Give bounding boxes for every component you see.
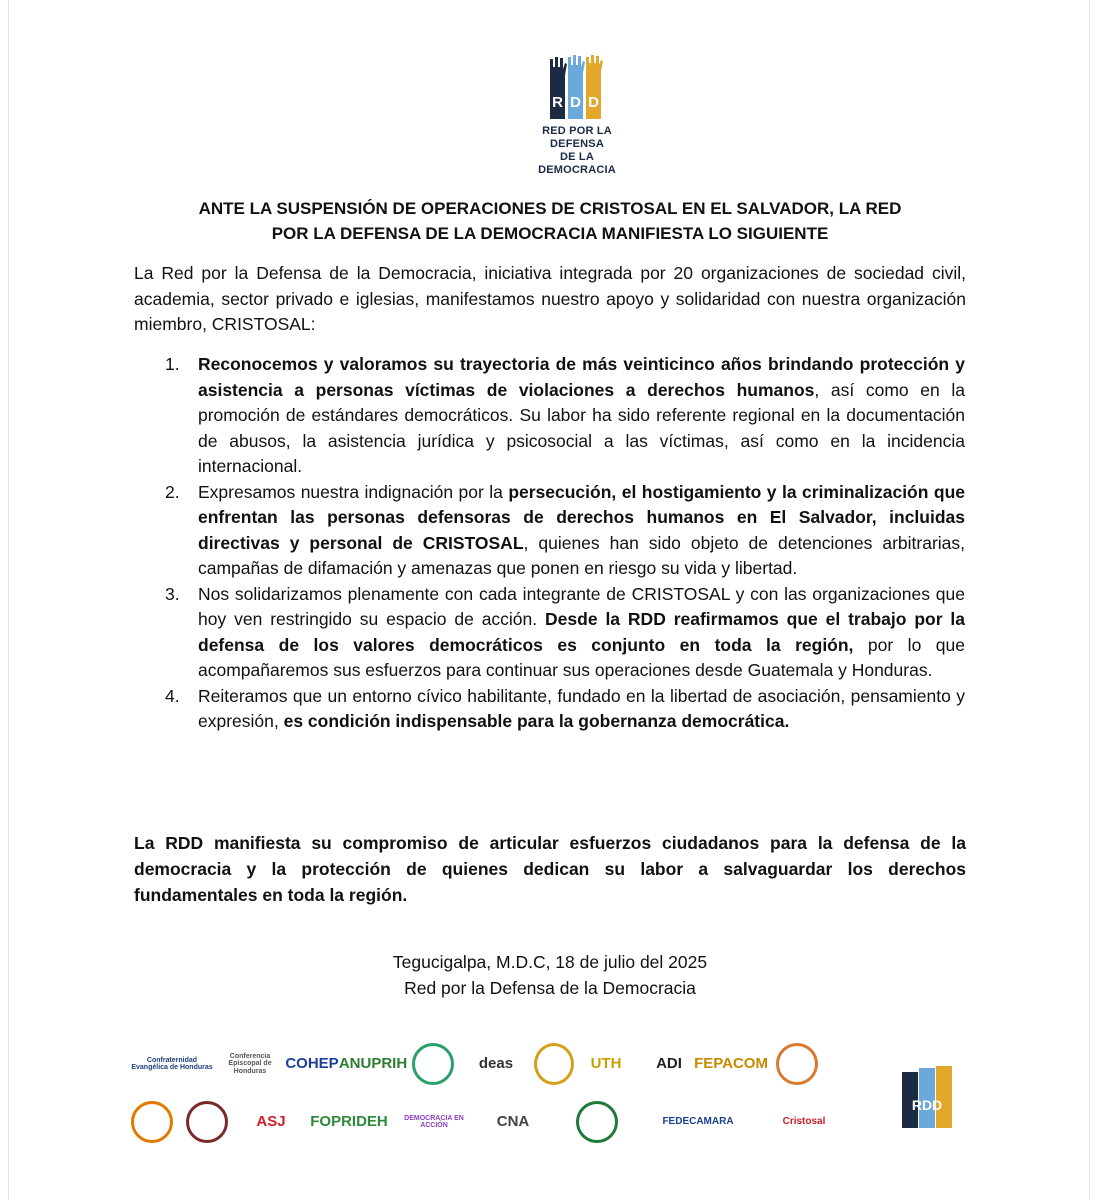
list-item-text: , quienes han sido objeto de detenciones arbitrarias, campañas de difamación y amenazas que ponen en riesgo su vida y libertad.: [198, 532, 965, 578]
partner-logo: [130, 1100, 174, 1144]
rdd-small-letters: RDD: [911, 1097, 943, 1113]
partner-logos: [130, 1040, 890, 1146]
partner-logos-row2: [130, 1098, 890, 1146]
partner-logo-name: ASJ: [256, 1113, 286, 1131]
partner-logos-row1: [130, 1040, 890, 1088]
partner-logo: [224, 1042, 276, 1086]
list-item: [165, 684, 965, 735]
list-item-bold-text: Reconocemos y valoramos su trayectoria de más veinticinco años brindando protección y asistencia a personas víctimas de violaciones a derechos humanos: [198, 354, 965, 400]
list-item-text: Reiteramos que un entorno cívico habilitante, fundado en la libertad de asociación, pensamiento y expresión,: [198, 685, 965, 731]
partner-logo-name: Confraternidad Evangélica de Honduras: [131, 1056, 213, 1071]
list-item-number: 2.: [165, 481, 180, 502]
partner-logo: [554, 1100, 640, 1144]
partner-logo: [338, 1042, 408, 1086]
partner-logo-name: COHEP: [285, 1055, 339, 1073]
partner-logo-name: FOPRIDEH: [310, 1113, 388, 1131]
list-item-number: 4.: [165, 685, 180, 706]
partner-logo: [534, 1042, 574, 1086]
partner-logo-name: FEPACOM: [694, 1055, 768, 1073]
list-item-text: Nos solidarizamos plenamente con cada integrante de CRISTOSAL y con las organizaciones que hoy ven restringido su espacio de acción.: [198, 583, 965, 629]
list-item-text: por lo que acompañaremos sus esfuerzos para continuar sus operaciones desde Guatemala y Honduras.: [198, 634, 965, 680]
partner-logo-name: Cristosal: [782, 1115, 826, 1127]
partner-emblem-icon: [776, 1043, 818, 1085]
partner-logo-name: CNA: [496, 1113, 530, 1131]
title-line1: ANTE LA SUSPENSIÓN DE OPERACIONES DE CRISTOSAL EN EL SALVADOR, LA RED: [198, 199, 902, 218]
partner-logo: [584, 1042, 628, 1086]
rdd-small-logo: [902, 1066, 952, 1133]
rdd-logo: [522, 55, 632, 177]
partner-emblem-icon: [576, 1101, 618, 1143]
signature-block: [300, 949, 800, 1001]
partner-logo: [650, 1100, 746, 1144]
list-item-text: Expresamos nuestra indignación por la: [198, 481, 509, 502]
partner-logo: [468, 1042, 524, 1086]
partner-logo: [184, 1100, 230, 1144]
partner-logo: [396, 1100, 472, 1144]
logo-letter: D: [588, 94, 599, 111]
partner-logo-name: FEDECAMARA: [662, 1115, 734, 1127]
place-date: Tegucigalpa, M.D.C, 18 de julio del 2025: [392, 952, 708, 972]
partner-logo: [286, 1042, 338, 1086]
logo-caption-line2: DE LA DEMOCRACIA: [538, 151, 616, 176]
partner-logo-name: deas: [478, 1055, 514, 1073]
list-item: [165, 352, 965, 480]
partner-logo: [482, 1100, 544, 1144]
partner-logo: [130, 1042, 214, 1086]
logo-letter: D: [570, 94, 581, 111]
partner-emblem-icon: [186, 1101, 228, 1143]
rdd-hands-icon: [544, 55, 610, 119]
list-item-text: , así como en la promoción de estándares democráticos. Su labor ha sido referente regional en la documentación de abusos, la asistencia jurídica y psicosocial a las víctimas, así como en la incidencia internacional.: [198, 379, 965, 476]
partner-logo-name: UTH: [590, 1055, 622, 1073]
list-item-bold-text: persecución, el hostigamiento y la criminalización que enfrentan las personas defensoras de derechos humanos en El Salvador, incluidas directivas y personal de CRISTOSAL: [198, 481, 965, 553]
partner-logo: [408, 1042, 458, 1086]
partner-logo-name: ADI: [656, 1055, 682, 1073]
closing-paragraph: La RDD manifiesta su compromiso de articular esfuerzos ciudadanos para la defensa de la democracia y la protección de quienes dedican su labor a salvaguardar los derechos fundamentales en toda la región.: [134, 833, 966, 905]
statements-list: [165, 352, 965, 735]
logo-caption-line1: RED POR LA DEFENSA: [542, 125, 612, 150]
partner-logo-name: Conferencia Episcopal de Honduras: [228, 1052, 272, 1075]
list-item: [165, 480, 965, 582]
partner-logo-name: ANUPRIH: [338, 1055, 408, 1073]
partner-logo-name: DEMOCRACIA EN ACCIÓN: [404, 1114, 464, 1129]
partner-emblem-icon: [412, 1043, 454, 1085]
title-line2: POR LA DEFENSA DE LA DEMOCRACIA MANIFIESTA LO SIGUIENTE: [271, 224, 829, 243]
partner-logo: [756, 1100, 852, 1144]
logo-letter: R: [552, 94, 563, 111]
intro-paragraph: La Red por la Defensa de la Democracia, iniciativa integrada por 20 organizaciones de sociedad civil, academia, sector privado e iglesias, manifestamos nuestro apoyo y solidaridad con nuestra organización miembro, CRISTOSAL:: [134, 263, 966, 334]
partner-logo: [312, 1100, 386, 1144]
partner-logo: [240, 1100, 302, 1144]
list-item-number: 3.: [165, 583, 180, 604]
partner-emblem-icon: [534, 1043, 574, 1085]
partner-emblem-icon: [131, 1101, 173, 1143]
partner-logo: [638, 1042, 700, 1086]
partner-logo: [694, 1042, 768, 1086]
list-item-bold-text: es condición indispensable para la gobernanza democrática.: [283, 711, 790, 731]
partner-logo: [762, 1042, 832, 1086]
list-item-number: 1.: [165, 354, 180, 374]
page-title: [135, 196, 965, 246]
signature: Red por la Defensa de la Democracia: [404, 978, 696, 998]
list-item: [165, 582, 965, 684]
list-item-bold-text: Desde la RDD reafirmamos que el trabajo por la defensa de los valores democráticos es conjunto en toda la región,: [198, 609, 965, 655]
